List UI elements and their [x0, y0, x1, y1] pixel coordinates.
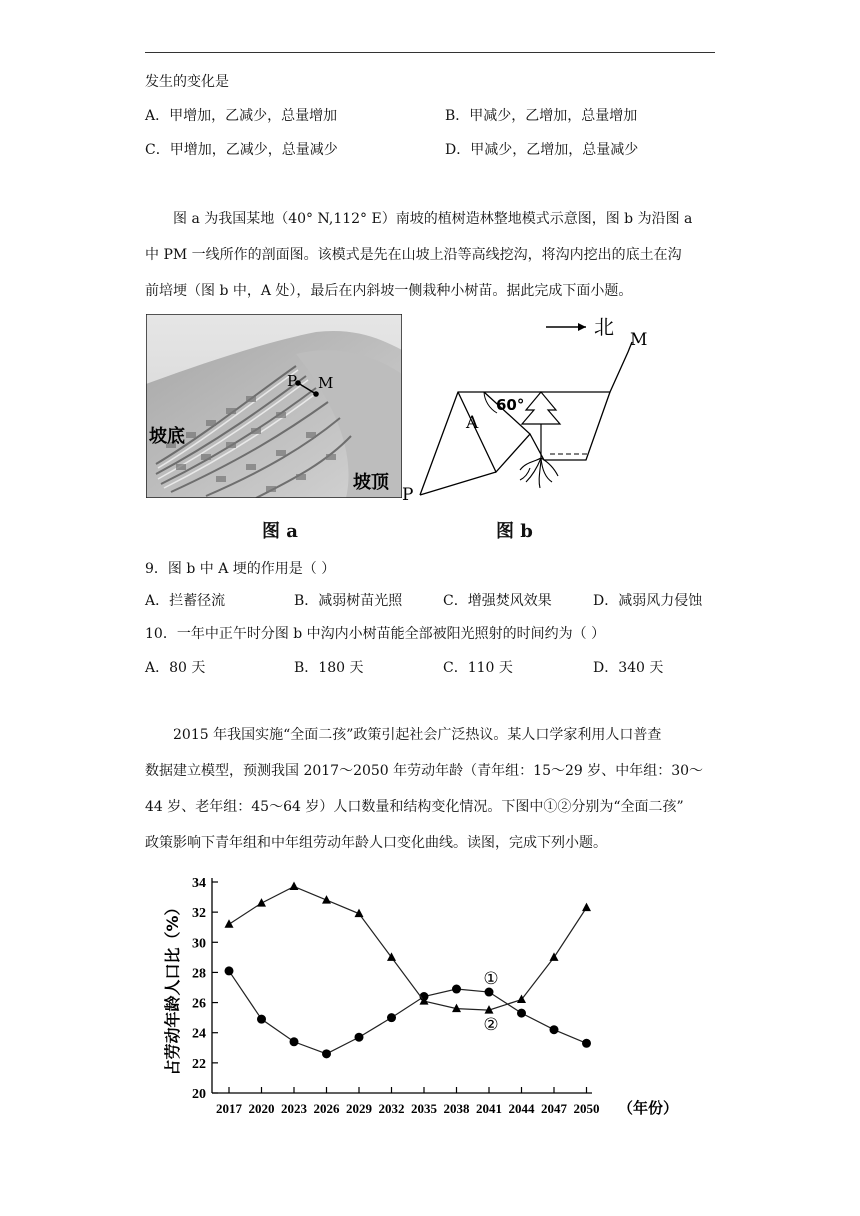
label-m: M: [318, 374, 334, 392]
x-axis-label: （年份）: [618, 1099, 679, 1117]
angle-label: 60°: [496, 396, 525, 414]
series-label-1: ①: [483, 969, 499, 990]
y-tick-label: 24: [192, 1026, 206, 1042]
q10-option-b: B．180 天: [294, 660, 364, 676]
data-point-circle: [452, 985, 461, 994]
x-tick-label: 2020: [248, 1101, 275, 1116]
outer-slope-line: [420, 472, 496, 495]
y-axis-label: 占劳动年龄人口比（%）: [163, 899, 182, 1076]
q8-tail: 发生的变化是: [145, 74, 229, 90]
north-label: 北: [594, 315, 614, 339]
y-tick-label: 30: [192, 936, 206, 952]
passage-2: [145, 717, 720, 861]
data-point-circle: [290, 1037, 299, 1046]
header-rule: [145, 52, 715, 53]
series-label-2: ②: [483, 1015, 499, 1036]
y-tick-label: 22: [192, 1056, 206, 1072]
data-point-circle: [257, 1015, 266, 1024]
north-arrow-head: [578, 323, 586, 331]
figure-a-photo: [146, 314, 402, 498]
data-point-circle: [517, 1009, 526, 1018]
data-point-triangle: [582, 903, 591, 912]
data-point-circle: [355, 1033, 364, 1042]
passage-1: [145, 201, 720, 309]
q8-option-c: C．甲增加，乙减少，总量减少: [145, 142, 338, 158]
label-slope-bottom: 坡底: [149, 426, 185, 447]
x-tick-label: 2038: [443, 1101, 470, 1116]
passage-2-line: 政策影响下青年组和中年组劳动年龄人口变化曲线。读图，完成下列小题。: [145, 835, 607, 851]
passage-2-line: 2015 年我国实施“全面二孩”政策引起社会广泛热议。某人口学家利用人口普查: [173, 727, 662, 743]
passage-1-line: 中 PM 一线所作的剖面图。该模式是先在山坡上沿等高线挖沟，将沟内挖出的底土在沟: [145, 247, 682, 263]
x-tick-label: 2041: [476, 1101, 502, 1116]
data-point-triangle: [257, 898, 266, 907]
q8-option-a: A．甲增加，乙减少，总量增加: [145, 108, 338, 124]
figure-b-diagram: [400, 312, 670, 508]
x-tick-label: 2032: [378, 1101, 405, 1116]
x-tick-label: 2023: [281, 1101, 307, 1116]
y-tick-label: 26: [192, 996, 206, 1012]
label-m-b: M: [630, 330, 648, 350]
q10-option-c: C．110 天: [443, 660, 513, 676]
passage-1-line: 前培埂（图 b 中，A 处），最后在内斜坡一侧栽种小树苗。据此完成下面小题。: [145, 283, 633, 299]
x-tick-label: 2044: [508, 1101, 535, 1116]
q9-option-a: A．拦蓄径流: [145, 593, 226, 609]
q9-stem: 9．图 b 中 A 埂的作用是（ ）: [145, 561, 336, 577]
q10-stem: 10．一年中正午时分图 b 中沟内小树苗能全部被阳光照射的时间约为（ ）: [145, 626, 606, 642]
x-tick-label: 2050: [573, 1101, 600, 1116]
label-p: P: [287, 372, 298, 390]
q9-option-b: B．减弱树苗光照: [294, 593, 403, 609]
tree-icon: [522, 392, 560, 458]
y-tick-label: 34: [192, 876, 206, 891]
data-point-circle: [322, 1049, 331, 1058]
data-point-circle: [582, 1039, 591, 1048]
data-point-triangle: [225, 919, 234, 928]
passage-1-line: 图 a 为我国某地（40° N,112° E）南坡的植树造林整地模式示意图，图 b 为沿图 a: [173, 211, 693, 227]
roots-icon: [520, 458, 558, 488]
q8-option-d: D．甲减少，乙增加，总量减少: [445, 142, 639, 158]
q9-option-d: D．减弱风力侵蚀: [593, 593, 703, 609]
y-tick-label: 28: [192, 966, 206, 982]
point-m-marker: [313, 391, 319, 397]
y-tick-label: 32: [192, 906, 206, 922]
figure-b-caption: 图 b: [496, 521, 533, 542]
series-line-2: [229, 887, 587, 1011]
population-line-chart: [150, 862, 690, 1124]
label-a: A: [466, 413, 479, 433]
figure-a-caption: 图 a: [262, 521, 298, 542]
y-tick-label: 20: [192, 1087, 206, 1102]
label-slope-top: 坡顶: [353, 472, 389, 493]
series-line-1: [229, 971, 587, 1054]
x-tick-label: 2047: [541, 1101, 567, 1116]
q8-option-b: B．甲减少，乙增加，总量增加: [445, 108, 638, 124]
data-point-circle: [550, 1025, 559, 1034]
q9-option-c: C．增强焚风效果: [443, 593, 552, 609]
q10-option-a: A．80 天: [145, 660, 206, 676]
label-p-b: P: [402, 485, 414, 505]
x-tick-label: 2035: [411, 1101, 437, 1116]
q10-option-d: D．340 天: [593, 660, 664, 676]
x-tick-label: 2017: [216, 1101, 242, 1116]
data-point-circle: [387, 1013, 396, 1022]
x-tick-label: 2026: [313, 1101, 340, 1116]
x-tick-label: 2029: [346, 1101, 372, 1116]
passage-2-line: 44 岁、老年组：45～64 岁）人口数量和结构变化情况。下图中①②分别为“全面二孩”: [145, 799, 684, 815]
data-point-circle: [225, 966, 234, 975]
data-point-triangle: [290, 882, 299, 891]
passage-2-line: 数据建立模型，预测我国 2017～2050 年劳动年龄（青年组：15～29 岁、中年组：30～: [145, 763, 704, 779]
